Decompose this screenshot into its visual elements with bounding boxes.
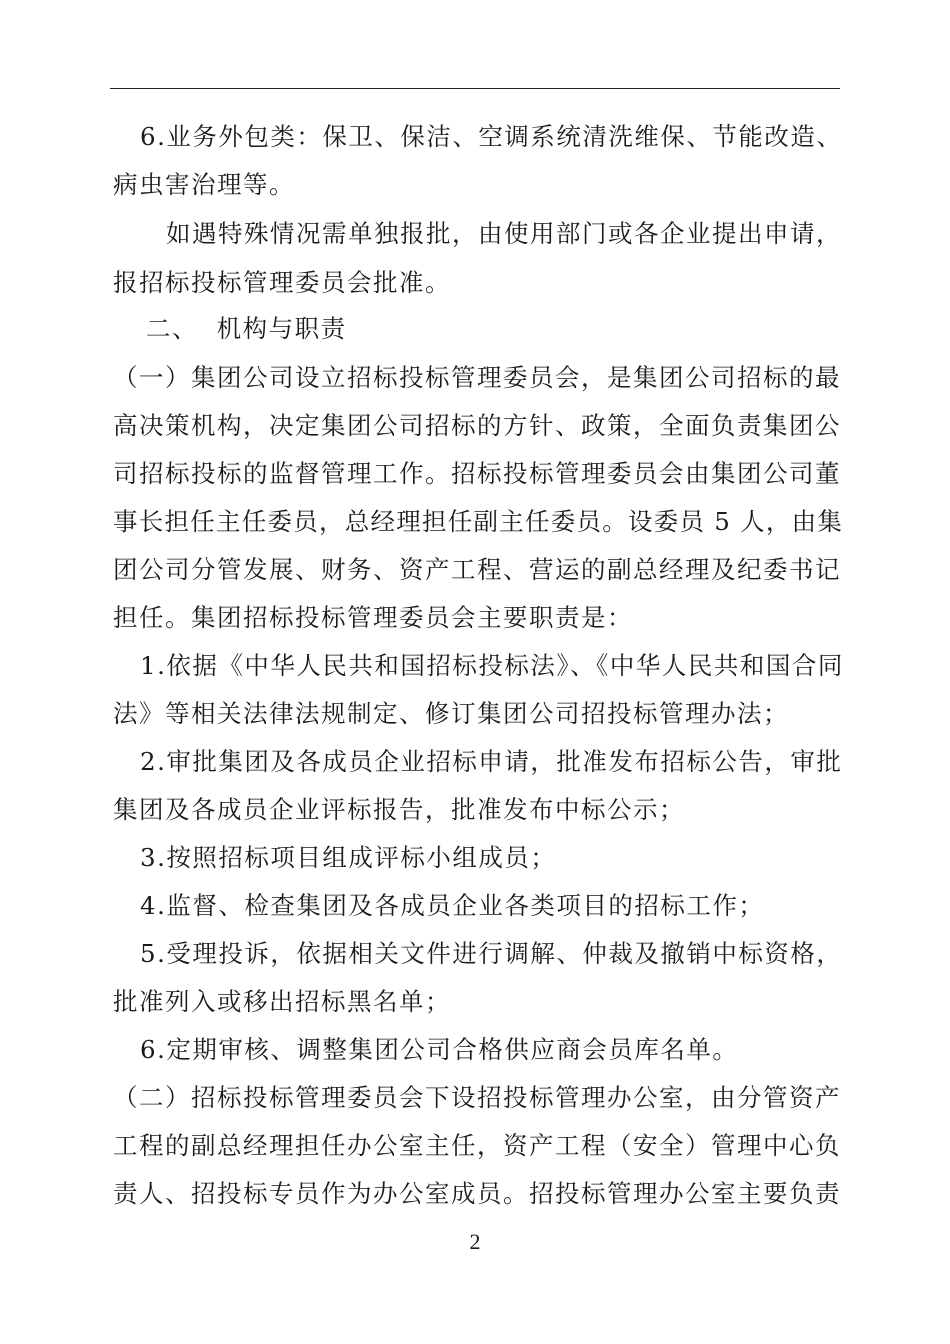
text-line: 2.审批集团及各成员企业招标申请，批准发布招标公告，审批: [140, 747, 843, 776]
text-line: 批准列入或移出招标黑名单；: [113, 987, 451, 1016]
header-rule: [110, 88, 840, 89]
page-number: 2: [469, 1229, 481, 1254]
text-line: 工程的副总经理担任办公室主任，资产工程（安全）管理中心负: [113, 1131, 841, 1160]
text-line: 病虫害治理等。: [113, 170, 295, 199]
text-line: 如遇特殊情况需单独报批，由使用部门或各企业提出申请，: [166, 219, 842, 248]
text-line: 3.按照招标项目组成评标小组成员；: [140, 843, 557, 872]
text-line: 担任。集团招标投标管理委员会主要职责是：: [113, 603, 633, 632]
text-line: 司招标投标的监督管理工作。招标投标管理委员会由集团公司董: [113, 459, 841, 488]
text-line: 报招标投标管理委员会批准。: [113, 268, 451, 297]
text-line: 高决策机构，决定集团公司招标的方针、政策，全面负责集团公: [113, 411, 841, 440]
text-line: （一）集团公司设立招标投标管理委员会，是集团公司招标的最: [113, 363, 841, 392]
text-line: 责人、招投标专员作为办公室成员。招投标管理办公室主要负责: [113, 1179, 841, 1208]
text-line: 1.依据《中华人民共和国招标投标法》、《中华人民共和国合同: [140, 651, 844, 680]
text-line: 法》等相关法律法规制定、修订集团公司招投标管理办法；: [113, 699, 789, 728]
text-line: （二）招标投标管理委员会下设招投标管理办公室，由分管资产: [113, 1083, 841, 1112]
text-line: 事长担任主任委员，总经理担任副主任委员。设委员 5 人，由集: [113, 507, 844, 536]
text-line: 集团及各成员企业评标报告，批准发布中标公示；: [113, 795, 685, 824]
text-line: 6.业务外包类：保卫、保洁、空调系统清洗维保、节能改造、: [140, 122, 843, 151]
text-line: 5.受理投诉，依据相关文件进行调解、仲裁及撤销中标资格，: [140, 939, 843, 968]
text-line: 4.监督、检查集团及各成员企业各类项目的招标工作；: [140, 891, 765, 920]
text-line: 6.定期审核、调整集团公司合格供应商会员库名单。: [140, 1035, 739, 1064]
text-line: 团公司分管发展、财务、资产工程、营运的副总经理及纪委书记: [113, 555, 841, 584]
section-heading: 二、 机构与职责: [146, 314, 347, 343]
